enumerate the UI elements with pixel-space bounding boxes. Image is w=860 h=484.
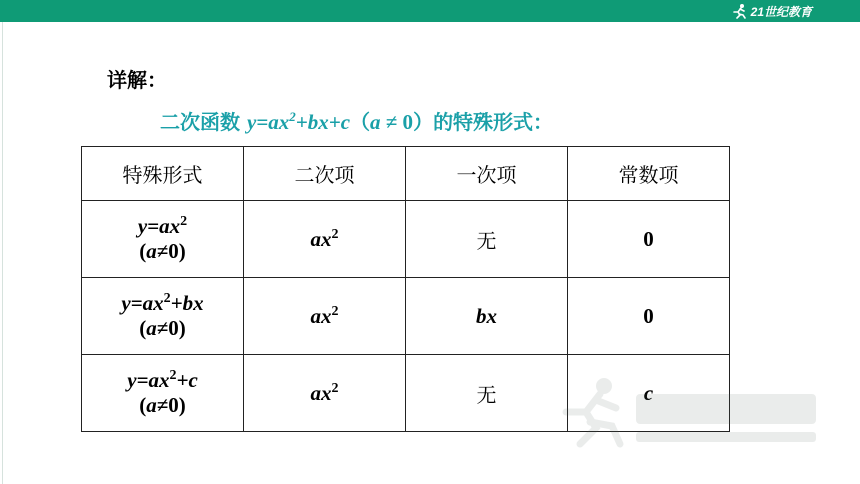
special-forms-table xyxy=(81,146,730,432)
top-banner xyxy=(0,0,860,22)
table-header-row xyxy=(82,147,730,201)
table-row xyxy=(82,201,730,278)
subtitle-suffix: 的特殊形式： xyxy=(433,110,554,134)
page-title: 详解： xyxy=(107,68,167,92)
cell-constant: c xyxy=(568,355,730,432)
cell-linear: bx xyxy=(406,278,568,355)
subtitle-cond-var: a xyxy=(370,110,381,134)
cell-form xyxy=(82,201,244,278)
subtitle-formula: $y=ax^2+bx+c$ xyxy=(246,109,351,134)
subtitle-cond-rest: ≠ 0 xyxy=(380,110,414,134)
subtitle-prefix: 二次函数 xyxy=(160,110,247,134)
cell-linear: 无 xyxy=(406,355,568,432)
header-quadratic-term: 二次项 xyxy=(244,147,406,201)
subtitle-cond-close: ） xyxy=(413,110,434,134)
table-row xyxy=(82,278,730,355)
header-constant-term: 常数项 xyxy=(568,147,730,201)
left-divider xyxy=(2,22,3,484)
cell-form xyxy=(82,278,244,355)
brand-logo-text: 21世纪教育 xyxy=(750,4,812,19)
subtitle xyxy=(160,106,553,135)
cell-quadratic: $ax^2$ xyxy=(244,355,406,432)
form-expression: $y=ax^2+c$ xyxy=(127,368,198,392)
header-special-form: 特殊形式 xyxy=(82,147,244,201)
form-expression: $y=ax^2+bx$ xyxy=(121,291,204,315)
cell-constant: 0 xyxy=(568,201,730,278)
header-linear-term: 一次项 xyxy=(406,147,568,201)
cell-linear: 无 xyxy=(406,201,568,278)
form-condition: (a≠0) xyxy=(139,316,186,340)
cell-form xyxy=(82,355,244,432)
form-condition: (a≠0) xyxy=(139,393,186,417)
subtitle-cond-open: （ xyxy=(350,110,371,134)
cell-quadratic: $ax^2$ xyxy=(244,278,406,355)
runner-icon xyxy=(732,3,748,19)
brand-logo xyxy=(732,2,812,20)
cell-quadratic: $ax^2$ xyxy=(244,201,406,278)
table-row xyxy=(82,355,730,432)
form-expression: $y=ax^2$ xyxy=(137,214,188,238)
form-condition: (a≠0) xyxy=(139,239,186,263)
cell-constant: 0 xyxy=(568,278,730,355)
